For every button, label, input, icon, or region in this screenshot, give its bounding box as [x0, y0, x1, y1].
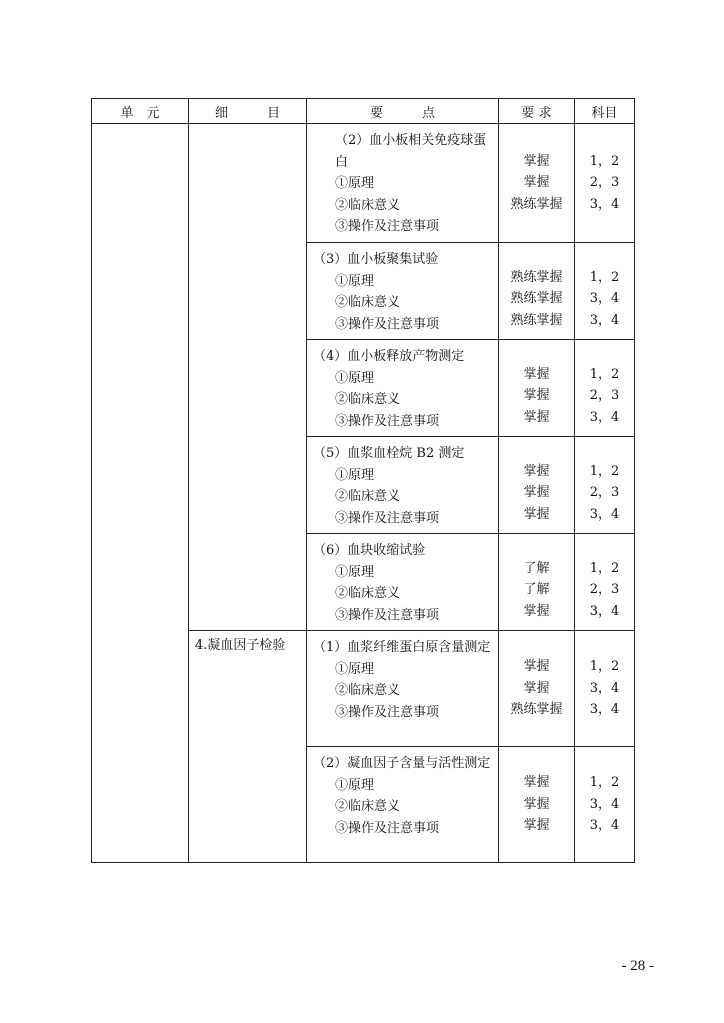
points-cell	[307, 631, 499, 747]
requirement-cell	[499, 534, 575, 631]
point-title: （1）血浆纤维蛋白原含量测定	[313, 640, 491, 655]
req-value: 熟练掌握	[510, 291, 563, 307]
subject-cell	[575, 437, 635, 534]
point-item: ①原理	[335, 176, 375, 191]
subj-value: 2，3	[589, 388, 620, 404]
subj-value: 3，4	[589, 312, 620, 328]
subj-value: 1，2	[589, 659, 620, 675]
point-item: ②临床意义	[335, 197, 401, 213]
requirement-cell	[499, 631, 575, 747]
points-cell	[307, 437, 499, 534]
points-cell	[307, 124, 499, 243]
point-item: ①原理	[335, 564, 375, 580]
req-value: 掌握	[523, 775, 550, 791]
point-item: ③操作及注意事项	[335, 510, 440, 526]
point-item: ②临床意义	[335, 799, 401, 814]
point-item: ①原理	[335, 777, 375, 793]
subj-value: 1，2	[589, 775, 620, 791]
points-cell	[307, 243, 499, 340]
req-value: 熟练掌握	[510, 269, 563, 285]
point-title: （2）血小板相关免疫球蛋白	[335, 133, 487, 170]
req-value: 掌握	[523, 153, 550, 169]
point-item: ②临床意义	[335, 295, 401, 310]
header-requirement: 要 求	[499, 99, 575, 124]
req-value: 掌握	[523, 506, 550, 522]
req-value: 掌握	[523, 485, 550, 501]
subj-value: 3，4	[589, 680, 620, 696]
header-unit: 单 元	[92, 99, 189, 124]
subject-cell	[575, 534, 635, 631]
syllabus-table	[91, 98, 635, 863]
point-title: （6）血块收缩试验	[313, 543, 426, 558]
point-item: ③操作及注意事项	[335, 704, 440, 720]
req-value: 掌握	[523, 366, 550, 382]
req-value: 掌握	[523, 659, 550, 675]
subj-value: 1，2	[589, 153, 620, 169]
subj-value: 3，4	[589, 506, 620, 522]
table-header-row	[92, 99, 635, 124]
point-item: ②临床意义	[335, 489, 401, 504]
page-number: - 28 -	[621, 958, 654, 974]
subj-value: 1，2	[589, 269, 620, 285]
detail-cell	[189, 124, 307, 631]
requirement-cell	[499, 243, 575, 340]
req-value: 了解	[523, 582, 550, 598]
subj-value: 2，3	[589, 175, 620, 191]
req-value: 了解	[523, 560, 550, 576]
subject-cell	[575, 243, 635, 340]
point-title: （2）凝血因子含量与活性测定	[313, 756, 491, 771]
subject-cell	[575, 124, 635, 243]
subject-cell	[575, 631, 635, 747]
req-value: 熟练掌握	[510, 702, 563, 718]
subj-value: 1，2	[589, 560, 620, 576]
point-item: ③操作及注意事项	[335, 607, 440, 623]
header-points: 要 点	[307, 99, 499, 124]
req-value: 熟练掌握	[510, 196, 563, 212]
unit-cell	[92, 124, 189, 863]
point-item: ③操作及注意事项	[335, 820, 440, 836]
point-item: ③操作及注意事项	[335, 413, 440, 429]
req-value: 掌握	[523, 175, 550, 191]
subject-cell	[575, 747, 635, 863]
subj-value: 1，2	[589, 366, 620, 382]
req-value: 掌握	[523, 680, 550, 696]
points-cell	[307, 747, 499, 863]
point-item: ②临床意义	[335, 683, 401, 698]
point-item: ①原理	[335, 661, 375, 677]
requirement-cell	[499, 340, 575, 437]
subj-value: 3，4	[589, 291, 620, 307]
req-value: 掌握	[523, 409, 550, 425]
req-value: 掌握	[523, 603, 550, 619]
point-item: ③操作及注意事项	[335, 316, 440, 332]
subj-value: 1，2	[589, 463, 620, 479]
header-subject: 科目	[575, 99, 635, 124]
req-value: 熟练掌握	[510, 312, 563, 328]
req-value: 掌握	[523, 796, 550, 812]
point-title: （3）血小板聚集试验	[313, 252, 439, 267]
requirement-cell	[499, 437, 575, 534]
points-cell	[307, 534, 499, 631]
point-item: ①原理	[335, 467, 375, 483]
point-title: （4）血小板释放产物测定	[313, 349, 465, 364]
requirement-cell	[499, 124, 575, 243]
req-value: 掌握	[523, 388, 550, 404]
subj-value: 2，3	[589, 485, 620, 501]
table-row	[92, 124, 635, 243]
subject-cell	[575, 340, 635, 437]
points-cell	[307, 340, 499, 437]
point-item: ②临床意义	[335, 586, 401, 601]
detail-cell: 4.凝血因子检验	[189, 631, 307, 863]
subj-value: 3，4	[589, 196, 620, 212]
subj-value: 3，4	[589, 818, 620, 834]
point-title: （5）血浆血栓烷 B2 测定	[313, 446, 465, 461]
point-item: ①原理	[335, 370, 375, 386]
subj-value: 3，4	[589, 603, 620, 619]
subj-value: 2，3	[589, 582, 620, 598]
point-item: ①原理	[335, 273, 375, 289]
subj-value: 3，4	[589, 796, 620, 812]
subj-value: 3，4	[589, 702, 620, 718]
header-detail: 细 目	[189, 99, 307, 124]
requirement-cell	[499, 747, 575, 863]
req-value: 掌握	[523, 818, 550, 834]
point-item: ②临床意义	[335, 392, 401, 407]
req-value: 掌握	[523, 463, 550, 479]
point-item: ③操作及注意事项	[335, 219, 440, 234]
subj-value: 3，4	[589, 409, 620, 425]
